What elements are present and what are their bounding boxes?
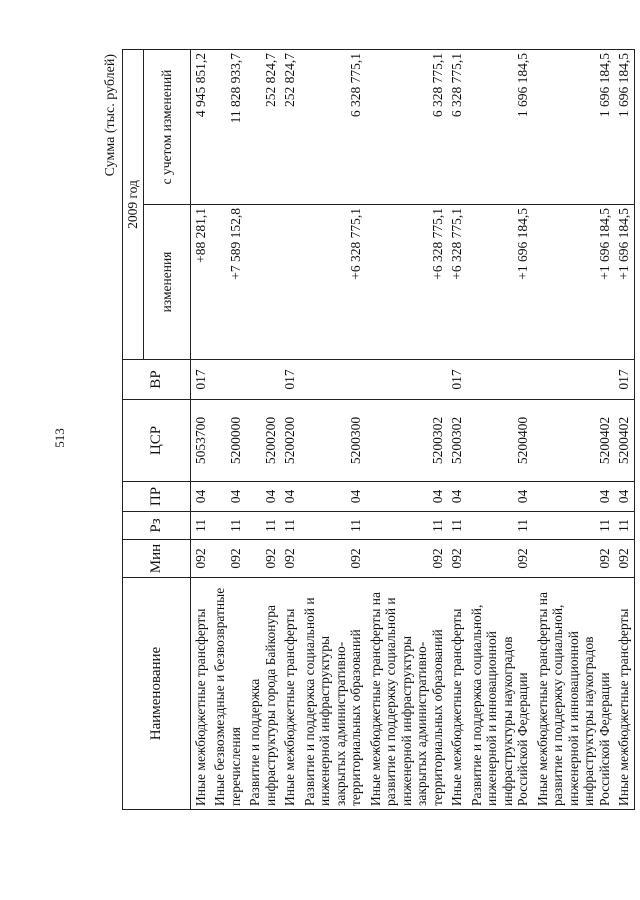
cell-pr: 04 — [210, 482, 245, 512]
cell-name: Развитие и поддержка инфраструктуры города Байконура — [245, 578, 280, 810]
cell-min: 092 — [300, 540, 366, 578]
cell-pr: 04 — [614, 482, 634, 512]
cell-vr — [300, 360, 366, 400]
cell-change: +1 696 184,5 — [614, 205, 634, 360]
units-label: Сумма (тыс. рублей) — [103, 54, 118, 177]
table-row — [190, 50, 210, 810]
cell-vr — [467, 360, 533, 400]
header-year: 2009 год — [123, 50, 144, 360]
table-row — [280, 50, 300, 810]
cell-rz: 11 — [245, 512, 280, 540]
cell-rz: 11 — [614, 512, 634, 540]
table-row — [366, 50, 448, 810]
table-row — [533, 50, 615, 810]
header-vr: ВР — [123, 360, 191, 400]
cell-total: 1 696 184,5 — [533, 50, 615, 205]
header-changes: изменения — [143, 205, 190, 360]
cell-rz: 11 — [280, 512, 300, 540]
cell-total: 252 824,7 — [280, 50, 300, 205]
cell-rz: 11 — [210, 512, 245, 540]
cell-change: +6 328 775,1 — [366, 205, 448, 360]
header-name: Наименование — [123, 578, 191, 810]
rotated-table-block — [100, 50, 631, 810]
cell-min: 092 — [210, 540, 245, 578]
cell-vr — [245, 360, 280, 400]
cell-total: 6 328 775,1 — [300, 50, 366, 205]
cell-total: 4 945 851,2 — [190, 50, 210, 205]
cell-min: 092 — [245, 540, 280, 578]
cell-change — [280, 205, 300, 360]
cell-csr: 5200402 — [614, 400, 634, 482]
cell-pr: 04 — [533, 482, 615, 512]
cell-pr: 04 — [190, 482, 210, 512]
cell-name: Иные безвозмездные и безвозвратные перечисления — [210, 578, 245, 810]
cell-rz: 11 — [366, 512, 448, 540]
cell-vr: 017 — [614, 360, 634, 400]
cell-change: +6 328 775,1 — [300, 205, 366, 360]
table-body — [190, 50, 634, 810]
cell-min: 092 — [280, 540, 300, 578]
cell-change: +88 281,1 — [190, 205, 210, 360]
cell-total: 1 696 184,5 — [467, 50, 533, 205]
cell-total: 1 696 184,5 — [614, 50, 634, 205]
cell-min: 092 — [190, 540, 210, 578]
cell-min: 092 — [467, 540, 533, 578]
table-row — [447, 50, 467, 810]
cell-name: Развитие и поддержка социальной и инженерной инфраструктуры закрытых административно-территориальных образований — [300, 578, 366, 810]
cell-total: 6 328 775,1 — [366, 50, 448, 205]
cell-csr: 5200000 — [210, 400, 245, 482]
table-row — [245, 50, 280, 810]
cell-pr: 04 — [467, 482, 533, 512]
cell-vr — [210, 360, 245, 400]
cell-min: 092 — [366, 540, 448, 578]
table-row — [467, 50, 533, 810]
table-row — [210, 50, 245, 810]
header-row-1 — [123, 50, 144, 810]
cell-csr: 5200302 — [366, 400, 448, 482]
cell-rz: 11 — [467, 512, 533, 540]
cell-csr: 5200402 — [533, 400, 615, 482]
cell-vr — [533, 360, 615, 400]
cell-min: 092 — [533, 540, 615, 578]
cell-pr: 04 — [245, 482, 280, 512]
page-number: 513 — [52, 428, 67, 448]
cell-change: +7 589 152,8 — [210, 205, 245, 360]
cell-name: Иные межбюджетные трансферты — [280, 578, 300, 810]
cell-min: 092 — [614, 540, 634, 578]
cell-name: Иные межбюджетные трансферты — [447, 578, 467, 810]
header-csr: ЦСР — [123, 400, 191, 482]
table-row — [614, 50, 634, 810]
cell-change: +1 696 184,5 — [467, 205, 533, 360]
cell-csr: 5200200 — [280, 400, 300, 482]
cell-csr: 5200200 — [245, 400, 280, 482]
cell-csr: 5200302 — [447, 400, 467, 482]
cell-vr — [366, 360, 448, 400]
cell-rz: 11 — [300, 512, 366, 540]
cell-total: 11 828 933,7 — [210, 50, 245, 205]
cell-csr: 5200300 — [300, 400, 366, 482]
header-with-changes: с учетом изменений — [143, 50, 190, 205]
cell-rz: 11 — [190, 512, 210, 540]
cell-vr: 017 — [447, 360, 467, 400]
header-min: Мин — [123, 540, 191, 578]
cell-name: Иные межбюджетные трансферты — [190, 578, 210, 810]
cell-total: 6 328 775,1 — [447, 50, 467, 205]
cell-name: Иные межбюджетные трансферты — [614, 578, 634, 810]
cell-min: 092 — [447, 540, 467, 578]
cell-name: Иные межбюджетные трансферты на развитие и поддержку социальной, инженерной и инновационной инфраструктуры наукоградов Российской Федерации — [533, 578, 615, 810]
cell-vr: 017 — [280, 360, 300, 400]
cell-pr: 04 — [300, 482, 366, 512]
cell-name: Иные межбюджетные трансферты на развитие и поддержку социальной и инженерной инфраструктуры закрытых административно-территориальных образований — [366, 578, 448, 810]
cell-change: +1 696 184,5 — [533, 205, 615, 360]
cell-rz: 11 — [533, 512, 615, 540]
budget-table — [122, 49, 635, 810]
cell-csr: 5200400 — [467, 400, 533, 482]
cell-change: +6 328 775,1 — [447, 205, 467, 360]
table-row — [300, 50, 366, 810]
header-pr: ПР — [123, 482, 191, 512]
cell-pr: 04 — [447, 482, 467, 512]
cell-name: Развитие и поддержка социальной, инженерной и инновационной инфраструктуры наукоградов Российской Федерации — [467, 578, 533, 810]
cell-csr: 5053700 — [190, 400, 210, 482]
cell-vr: 017 — [190, 360, 210, 400]
cell-pr: 04 — [366, 482, 448, 512]
cell-change — [245, 205, 280, 360]
cell-total: 252 824,7 — [245, 50, 280, 205]
cell-pr: 04 — [280, 482, 300, 512]
cell-rz: 11 — [447, 512, 467, 540]
header-rz: Рз — [123, 512, 191, 540]
